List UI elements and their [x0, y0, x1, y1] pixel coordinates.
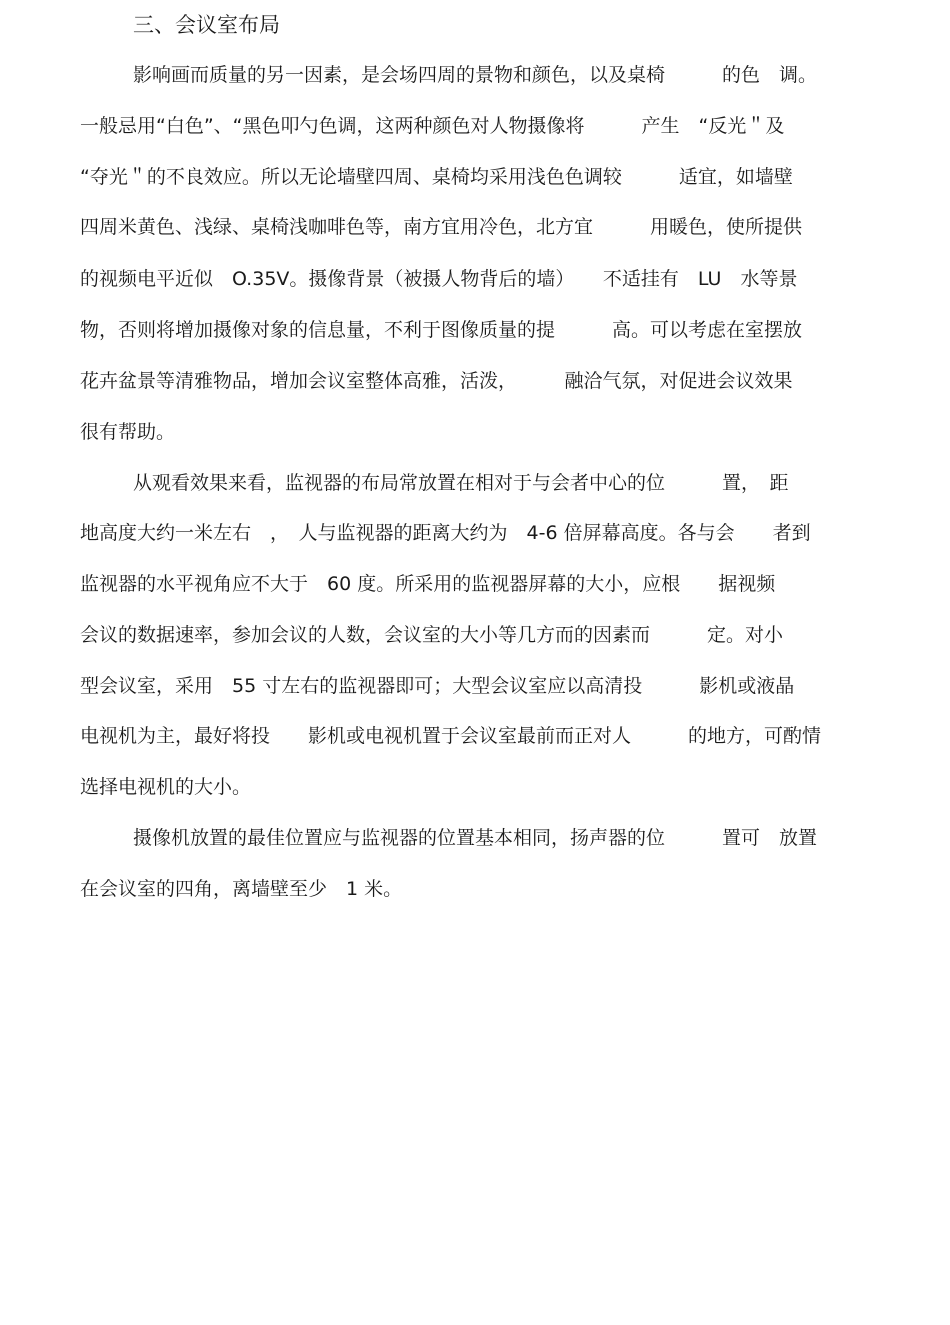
paragraph-3-line-2: 在会议室的四角，离墙壁至少 1 米。	[80, 878, 403, 900]
paragraph-1-line-2: 一般忌用“白色”、“黑色叩勺色调，这两种颜色对人物摄像将 产生 “反光＂及	[80, 115, 785, 137]
paragraph-3-line-1: 摄像机放置的最佳位置应与监视器的位置基本相同，扬声器的位 置可 放置	[133, 827, 818, 849]
section-heading: 三、会议室布局	[133, 13, 280, 37]
paragraph-2-line-4: 会议的数据速率，参加会议的人数，会议室的大小等几方而的因素而 定。对小	[80, 624, 784, 646]
paragraph-2-line-5: 型会议室，采用 55 寸左右的监视器即可；大型会议室应以高清投 影机或液晶	[80, 675, 795, 697]
paragraph-1-line-5: 的视频电平近似 O.35V。摄像背景（被摄人物背后的墙） 不适挂有 LU 水等景	[80, 268, 798, 290]
paragraph-1-line-7: 花卉盆景等清雅物品，增加会议室整体高雅，活泼， 融洽气氛，对促进会议效果	[80, 370, 793, 392]
paragraph-2-line-6: 电视机为主，最好将投 影机或电视机置于会议室最前而正对人 的地方，可酌情	[80, 725, 822, 747]
paragraph-2-line-1: 从观看效果来看，监视器的布局常放置在相对于与会者中心的位 置， 距	[133, 472, 789, 494]
paragraph-1-line-3: “夺光＂的不良效应。所以无论墙壁四周、桌椅均采用浅色色调较 适宜，如墙壁	[80, 166, 793, 188]
paragraph-2-line-7: 选择电视机的大小。	[80, 776, 252, 798]
paragraph-1-line-1: 影响画而质量的另一因素，是会场四周的景物和颜色，以及桌椅 的色 调。	[133, 64, 818, 86]
paragraph-1-line-8: 很有帮助。	[80, 421, 176, 443]
paragraph-1-line-6: 物，否则将增加摄像对象的信息量，不利于图像质量的提 高。可以考虑在室摆放	[80, 319, 803, 341]
paragraph-2-line-2: 地高度大约一米左右 ， 人与监视器的距离大约为 4-6 倍屏幕高度。各与会 者到	[80, 522, 811, 544]
paragraph-1-line-4: 四周米黄色、浅绿、桌椅浅咖啡色等，南方宜用冷色，北方宜 用暖色，使所提供	[80, 216, 803, 238]
paragraph-2-line-3: 监视器的水平视角应不大于 60 度。所采用的监视器屏幕的大小，应根 据视频	[80, 573, 776, 595]
